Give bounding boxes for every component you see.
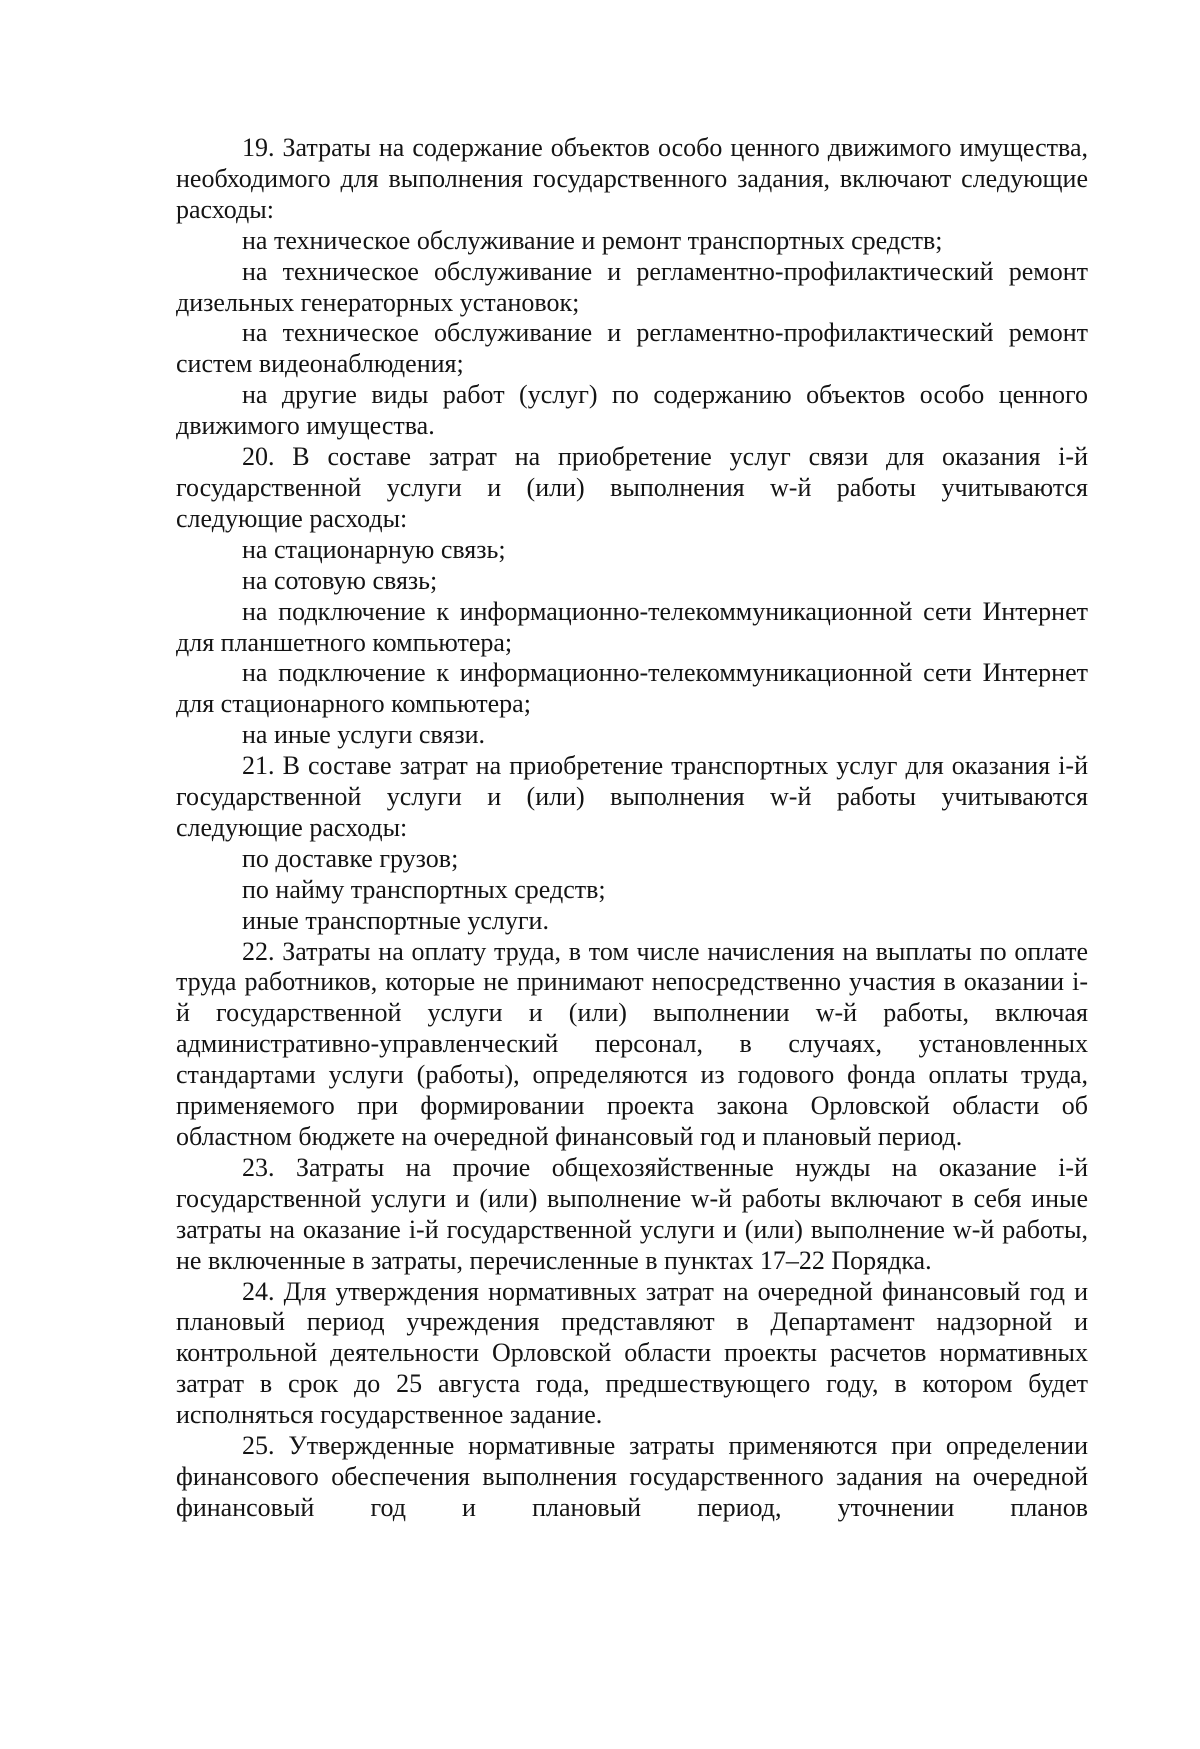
list-item-other-works: на другие виды работ (услуг) по содержанию объектов особо ценного движимого имущества. (176, 380, 1088, 441)
paragraph-21: 21. В составе затрат на приобретение транспортных услуг для оказания i-й государственной услуги и (или) выполнения w-й работы учитываются следующие расходы: (176, 751, 1088, 842)
list-item-vehicle-hire: по найму транспортных средств; (242, 874, 606, 904)
paragraph-24: 24. Для утверждения нормативных затрат на очередной финансовый год и плановый период учреждения представляют в Департамент надзорной и контрольной деятельности Орловской области проекты расчетов нормативных затрат в срок до 25 августа года, предшествующего году, в котором будет исполняться государственное задание. (176, 1276, 1088, 1430)
paragraph-19: 19. Затраты на содержание объектов особо ценного движимого имущества, необходимого для выполнения государственного задания, включают следующие расходы: (176, 133, 1088, 224)
list-item-vehicle-maintenance: на техническое обслуживание и ремонт транспортных средств; (242, 225, 943, 255)
list-item-video-surveillance: на техническое обслуживание и регламентно-профилактический ремонт систем видеонаблюдения; (176, 318, 1088, 379)
list-item-mobile: на сотовую связь; (242, 565, 438, 595)
paragraph-22: 22. Затраты на оплату труда, в том числе начисления на выплаты по оплате труда работников, которые не принимают непосредственно участия в оказании i-й государственной услуги и (или) выполнении w-й работы, включая административно-управленческий персонал, в случаях, установленных стандартами услуги (работы), определяются из годового фонда оплаты труда, применяемого при формировании проекта закона Орловской области об областном бюджете на очередной финансовый год и плановый период. (176, 936, 1088, 1151)
paragraph-20: 20. В составе затрат на приобретение услуг связи для оказания i-й государственной услуги и (или) выполнения w-й работы учитываются следующие расходы: (176, 442, 1088, 533)
list-item-landline: на стационарную связь; (242, 534, 506, 564)
list-item-other-transport: иные транспортные услуги. (242, 905, 549, 935)
list-item-internet-desktop: на подключение к информационно-телекоммуникационной сети Интернет для стационарного компьютера; (176, 658, 1088, 719)
paragraph-23: 23. Затраты на прочие общехозяйственные нужды на оказание i-й государственной услуги и (или) выполнение w-й работы включают в себя иные затраты на оказание i-й государственной услуги и (или) выполнение w-й работы, не включенные в затраты, перечисленные в пунктах 17–22 Порядка. (176, 1152, 1088, 1275)
list-item-diesel-generators: на техническое обслуживание и регламентно-профилактический ремонт дизельных генераторных установок; (176, 256, 1088, 317)
list-item-cargo-delivery: по доставке грузов; (242, 843, 459, 873)
list-item-internet-tablet: на подключение к информационно-телекоммуникационной сети Интернет для планшетного компьютера; (176, 596, 1088, 657)
list-item-other-communication: на иные услуги связи. (242, 720, 486, 750)
paragraph-25: 25. Утвержденные нормативные затраты применяются при определении финансового обеспечения выполнения государственного задания на очередной финансовый год и плановый период, уточнении планов (176, 1431, 1088, 1522)
document-body (176, 133, 1088, 1524)
